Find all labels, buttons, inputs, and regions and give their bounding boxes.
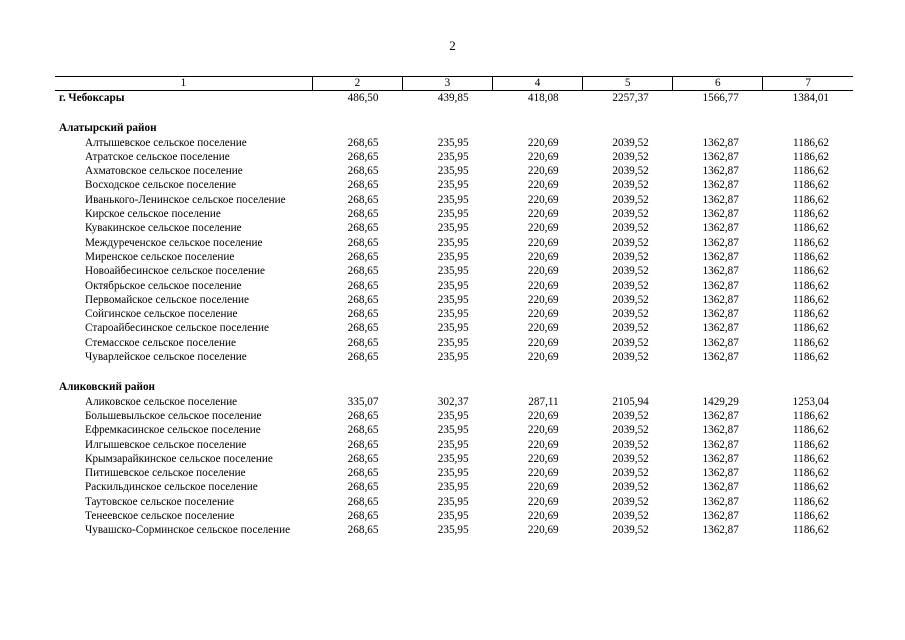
settlement-name: Атратское сельское поселение — [85, 150, 230, 163]
value-cell: 1362,87 — [702, 495, 739, 508]
value-cell: 2039,52 — [612, 524, 649, 537]
value-cell: 220,69 — [527, 495, 559, 508]
value-cell: 1186,62 — [793, 424, 829, 437]
value-cell: 1186,62 — [793, 179, 829, 192]
value-cell: 235,95 — [437, 481, 469, 494]
spacer-cell — [55, 105, 853, 121]
settlement-name: Стемасское сельское поселение — [85, 336, 236, 349]
value-cell: 2039,52 — [612, 279, 649, 292]
value-cell: 1362,87 — [702, 193, 739, 206]
value-cell: 268,65 — [347, 136, 379, 149]
value-cell: 268,65 — [347, 424, 379, 437]
value-cell: 2257,37 — [612, 92, 649, 104]
value-cell: 220,69 — [527, 165, 559, 178]
value-cell: 1384,01 — [792, 92, 829, 104]
value-cell: 268,65 — [347, 336, 379, 349]
city-row — [55, 91, 853, 106]
table-row — [55, 150, 853, 164]
value-cell: 235,95 — [437, 308, 469, 321]
value-cell: 1186,62 — [793, 208, 829, 221]
value-cell: 2039,52 — [612, 236, 649, 249]
value-cell: 220,69 — [527, 424, 559, 437]
value-cell: 2039,52 — [612, 179, 649, 192]
value-cell: 2039,52 — [612, 336, 649, 349]
value-cell: 2039,52 — [612, 424, 649, 437]
value-cell: 235,95 — [437, 136, 469, 149]
settlement-name: г. Чебоксары — [59, 92, 125, 104]
value-cell: 235,95 — [437, 524, 469, 537]
table-row — [55, 293, 853, 307]
settlement-name: Восходское сельское поселение — [85, 179, 237, 192]
value-cell: 1362,87 — [702, 438, 739, 451]
value-cell: 268,65 — [347, 250, 379, 263]
value-cell: 1362,87 — [702, 510, 739, 523]
table-row — [55, 336, 853, 350]
value-cell: 220,69 — [527, 150, 559, 163]
value-cell: 220,69 — [527, 293, 559, 306]
value-cell: 235,95 — [437, 208, 469, 221]
table-row — [55, 221, 853, 235]
settlement-name: Тенеевское сельское поселение — [85, 510, 235, 523]
value-cell: 220,69 — [527, 250, 559, 263]
value-cell: 1186,62 — [793, 236, 829, 249]
spacer-row — [55, 364, 853, 380]
value-cell: 220,69 — [527, 179, 559, 192]
value-cell: 302,37 — [437, 395, 469, 408]
value-cell: 2039,52 — [612, 438, 649, 451]
table-row — [55, 438, 853, 452]
value-cell: 2039,52 — [612, 265, 649, 278]
value-cell: 235,95 — [437, 322, 469, 335]
column-header: 1 — [55, 77, 312, 91]
value-cell: 1429,29 — [702, 395, 739, 408]
value-cell: 1253,04 — [792, 395, 829, 408]
settlement-name: Питишевское сельское поселение — [85, 467, 246, 480]
value-cell: 235,95 — [437, 279, 469, 292]
value-cell: 268,65 — [347, 322, 379, 335]
region-heading: Алатырский район — [59, 122, 157, 135]
table-row — [55, 350, 853, 364]
value-cell: 2039,52 — [612, 322, 649, 335]
value-cell: 268,65 — [347, 495, 379, 508]
value-cell: 235,95 — [437, 336, 469, 349]
settlement-name: Алтышевское сельское поселение — [85, 136, 247, 149]
value-cell: 1186,62 — [793, 136, 829, 149]
value-cell: 235,95 — [437, 265, 469, 278]
value-cell: 235,95 — [437, 250, 469, 263]
region-heading-row — [55, 380, 853, 394]
value-cell: 2039,52 — [612, 467, 649, 480]
settlement-name: Ахматовское сельское поселение — [85, 165, 243, 178]
value-cell: 268,65 — [347, 524, 379, 537]
value-cell: 1186,62 — [793, 293, 829, 306]
table-row — [55, 193, 853, 207]
value-cell: 1362,87 — [702, 208, 739, 221]
value-cell: 1186,62 — [793, 452, 829, 465]
settlement-name: Крымзарайкинское сельское поселение — [85, 452, 273, 465]
settlement-name: Чувашско-Сорминское сельское поселение — [85, 524, 291, 537]
value-cell: 2039,52 — [612, 165, 649, 178]
value-cell: 235,95 — [437, 165, 469, 178]
value-cell: 268,65 — [347, 308, 379, 321]
column-header: 7 — [763, 77, 853, 91]
settlement-name: Сойгинское сельское поселение — [85, 308, 238, 321]
settlement-name: Междуреченское сельское поселение — [85, 236, 263, 249]
table-row — [55, 395, 853, 409]
table-row — [55, 466, 853, 480]
value-cell: 1362,87 — [702, 165, 739, 178]
value-cell: 220,69 — [527, 336, 559, 349]
value-cell: 1186,62 — [793, 524, 829, 537]
value-cell: 2039,52 — [612, 452, 649, 465]
value-cell: 1186,62 — [793, 438, 829, 451]
value-cell: 268,65 — [347, 293, 379, 306]
value-cell: 2039,52 — [612, 351, 649, 364]
value-cell: 1362,87 — [702, 424, 739, 437]
value-cell: 235,95 — [437, 424, 469, 437]
table-row — [55, 164, 853, 178]
table-row — [55, 495, 853, 509]
value-cell: 235,95 — [437, 495, 469, 508]
value-cell: 268,65 — [347, 265, 379, 278]
settlement-name: Ефремкасинское сельское поселение — [85, 424, 261, 437]
value-cell: 1186,62 — [793, 351, 829, 364]
value-cell: 335,07 — [347, 395, 379, 408]
value-cell: 235,95 — [437, 222, 469, 235]
value-cell: 268,65 — [347, 222, 379, 235]
value-cell: 268,65 — [347, 279, 379, 292]
value-cell: 2039,52 — [612, 510, 649, 523]
column-header: 6 — [673, 77, 763, 91]
value-cell: 1186,62 — [793, 165, 829, 178]
value-cell: 1362,87 — [702, 150, 739, 163]
settlement-name: Илгышевское сельское поселение — [85, 438, 247, 451]
value-cell: 268,65 — [347, 150, 379, 163]
value-cell: 486,50 — [347, 92, 379, 104]
value-cell: 2039,52 — [612, 193, 649, 206]
value-cell: 235,95 — [437, 150, 469, 163]
value-cell: 1186,62 — [793, 409, 829, 422]
settlement-name: Аликовское сельское поселение — [85, 395, 238, 408]
value-cell: 2039,52 — [612, 222, 649, 235]
column-header: 2 — [312, 77, 402, 91]
value-cell: 1362,87 — [702, 524, 739, 537]
value-cell: 220,69 — [527, 308, 559, 321]
value-cell: 2039,52 — [612, 250, 649, 263]
value-cell: 1362,87 — [702, 236, 739, 249]
table-row — [55, 207, 853, 221]
tariff-table — [55, 76, 853, 538]
value-cell: 220,69 — [527, 136, 559, 149]
value-cell: 1186,62 — [793, 336, 829, 349]
value-cell: 1362,87 — [702, 452, 739, 465]
value-cell: 235,95 — [437, 236, 469, 249]
settlement-name: Первомайское сельское поселение — [85, 293, 249, 306]
value-cell: 235,95 — [437, 438, 469, 451]
value-cell: 2039,52 — [612, 208, 649, 221]
value-cell: 268,65 — [347, 165, 379, 178]
value-cell: 1186,62 — [793, 279, 829, 292]
value-cell: 1186,62 — [793, 510, 829, 523]
value-cell: 1186,62 — [793, 250, 829, 263]
value-cell: 268,65 — [347, 438, 379, 451]
value-cell: 220,69 — [527, 322, 559, 335]
table-row — [55, 250, 853, 264]
table-row — [55, 264, 853, 278]
table-row — [55, 321, 853, 335]
value-cell: 2039,52 — [612, 150, 649, 163]
value-cell: 1362,87 — [702, 481, 739, 494]
settlement-name: Иванького-Ленинское сельское поселение — [85, 193, 286, 206]
value-cell: 235,95 — [437, 193, 469, 206]
value-cell: 1186,62 — [793, 265, 829, 278]
table-row — [55, 307, 853, 321]
spacer-row — [55, 105, 853, 121]
region-heading: Аликовский район — [59, 381, 155, 394]
value-cell: 2039,52 — [612, 136, 649, 149]
value-cell: 235,95 — [437, 452, 469, 465]
settlement-name: Миренское сельское поселение — [85, 250, 235, 263]
value-cell: 235,95 — [437, 467, 469, 480]
value-cell: 1362,87 — [702, 308, 739, 321]
value-cell: 235,95 — [437, 409, 469, 422]
value-cell: 220,69 — [527, 467, 559, 480]
value-cell: 1362,87 — [702, 467, 739, 480]
table-row — [55, 409, 853, 423]
value-cell: 1186,62 — [793, 150, 829, 163]
value-cell: 268,65 — [347, 481, 379, 494]
value-cell: 2039,52 — [612, 308, 649, 321]
table-row — [55, 509, 853, 523]
value-cell: 220,69 — [527, 208, 559, 221]
value-cell: 268,65 — [347, 510, 379, 523]
value-cell: 220,69 — [527, 481, 559, 494]
value-cell: 220,69 — [527, 265, 559, 278]
value-cell: 220,69 — [527, 279, 559, 292]
table-row — [55, 423, 853, 437]
value-cell: 220,69 — [527, 236, 559, 249]
table-row — [55, 236, 853, 250]
value-cell: 220,69 — [527, 510, 559, 523]
value-cell: 1186,62 — [793, 308, 829, 321]
value-cell: 2039,52 — [612, 293, 649, 306]
settlement-name: Кувакинское сельское поселение — [85, 222, 242, 235]
value-cell: 1186,62 — [793, 322, 829, 335]
settlement-name: Раскильдинское сельское поселение — [85, 481, 258, 494]
value-cell: 220,69 — [527, 222, 559, 235]
value-cell: 287,11 — [528, 395, 559, 408]
value-cell: 268,65 — [347, 409, 379, 422]
value-cell: 2105,94 — [612, 395, 649, 408]
table-row — [55, 178, 853, 192]
value-cell: 1362,87 — [702, 265, 739, 278]
value-cell: 1186,62 — [793, 495, 829, 508]
settlement-name: Октябрьское сельское поселение — [85, 279, 242, 292]
column-header: 5 — [583, 77, 673, 91]
value-cell: 268,65 — [347, 193, 379, 206]
table-row — [55, 136, 853, 150]
settlement-name: Большевыльское сельское поселение — [85, 409, 262, 422]
page-number: 2 — [449, 38, 456, 53]
value-cell: 235,95 — [437, 179, 469, 192]
value-cell: 268,65 — [347, 452, 379, 465]
value-cell: 235,95 — [437, 510, 469, 523]
value-cell: 1362,87 — [702, 279, 739, 292]
value-cell: 268,65 — [347, 467, 379, 480]
value-cell: 2039,52 — [612, 495, 649, 508]
value-cell: 220,69 — [527, 409, 559, 422]
value-cell: 1362,87 — [702, 179, 739, 192]
value-cell: 2039,52 — [612, 409, 649, 422]
header-row — [55, 77, 853, 91]
table-body — [55, 91, 853, 538]
region-heading-row — [55, 121, 853, 135]
value-cell: 1362,87 — [702, 351, 739, 364]
table-row — [55, 279, 853, 293]
settlement-name: Новоайбесинское сельское поселение — [85, 265, 265, 278]
value-cell: 1566,77 — [702, 92, 739, 104]
value-cell: 1362,87 — [702, 250, 739, 263]
column-header: 4 — [493, 77, 583, 91]
value-cell: 1362,87 — [702, 322, 739, 335]
value-cell: 235,95 — [437, 293, 469, 306]
value-cell: 220,69 — [527, 193, 559, 206]
value-cell: 220,69 — [527, 452, 559, 465]
value-cell: 1186,62 — [793, 193, 829, 206]
value-cell: 220,69 — [527, 524, 559, 537]
value-cell: 1186,62 — [793, 222, 829, 235]
value-cell: 268,65 — [347, 236, 379, 249]
value-cell: 268,65 — [347, 351, 379, 364]
settlement-name: Таутовское сельское поселение — [85, 495, 234, 508]
table-row — [55, 480, 853, 494]
settlement-name: Староайбесинское сельское поселение — [85, 322, 269, 335]
value-cell: 220,69 — [527, 438, 559, 451]
table-row — [55, 523, 853, 537]
value-cell: 268,65 — [347, 179, 379, 192]
value-cell: 268,65 — [347, 208, 379, 221]
value-cell: 1186,62 — [793, 467, 829, 480]
value-cell: 1362,87 — [702, 409, 739, 422]
value-cell: 235,95 — [437, 351, 469, 364]
value-cell: 220,69 — [527, 351, 559, 364]
value-cell: 439,85 — [437, 92, 469, 104]
value-cell: 1362,87 — [702, 336, 739, 349]
value-cell: 1362,87 — [702, 136, 739, 149]
value-cell: 1362,87 — [702, 293, 739, 306]
value-cell: 418,08 — [527, 92, 559, 104]
value-cell: 2039,52 — [612, 481, 649, 494]
settlement-name: Чуварлейское сельское поселение — [85, 351, 247, 364]
value-cell: 1362,87 — [702, 222, 739, 235]
settlement-name: Кирское сельское поселение — [85, 208, 221, 221]
table-row — [55, 452, 853, 466]
value-cell: 1186,62 — [793, 481, 829, 494]
column-header: 3 — [402, 77, 492, 91]
spacer-cell — [55, 364, 853, 380]
